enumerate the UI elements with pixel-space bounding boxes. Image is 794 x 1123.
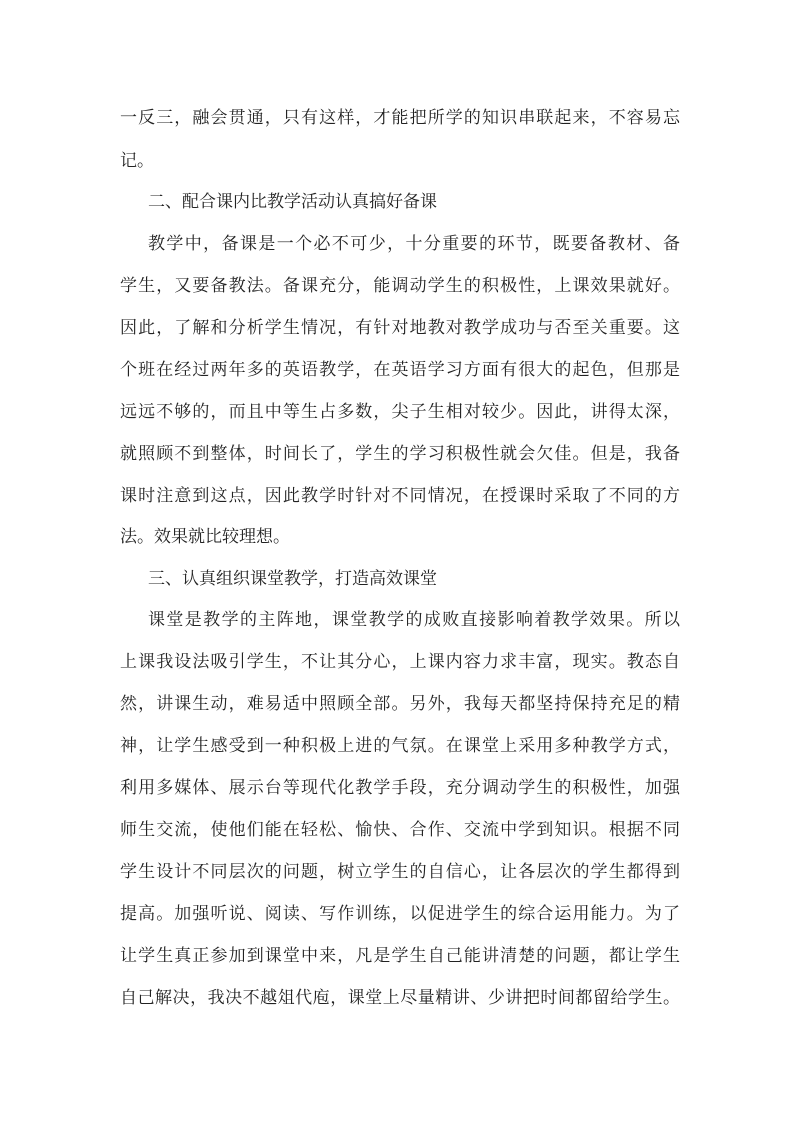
section-heading: 三、认真组织课堂教学，打造高效课堂: [148, 569, 437, 589]
text-line: 学生设计不同层次的问题，树立学生的自信心，让各层次的学生都得到: [120, 862, 680, 882]
text-line: 让学生真正参加到课堂中来，凡是学生自己能讲清楚的问题，都让学生: [120, 946, 680, 966]
section-heading: 二、配合课内比教学活动认真搞好备课: [148, 192, 437, 212]
text-line: 远远不够的，而且中等生占多数，尖子生相对较少。因此，讲得太深，: [120, 402, 680, 422]
text-line: 就照顾不到整体，时间长了，学生的学习积极性就会欠佳。但是，我备: [120, 444, 680, 464]
text-line: 师生交流，使他们能在轻松、愉快、合作、交流中学到知识。根据不同: [120, 820, 680, 840]
text-line: 教学中，备课是一个必不可少，十分重要的环节，既要备教材、备: [148, 234, 680, 254]
text-line: 因此，了解和分析学生情况，有针对地教对教学成功与否至关重要。这: [120, 318, 680, 338]
text-line: 上课我设法吸引学生，不让其分心，上课内容力求丰富，现实。教态自: [120, 652, 680, 672]
text-line: 记。: [120, 151, 154, 171]
text-line: 提高。加强听说、阅读、写作训练，以促进学生的综合运用能力。为了: [120, 904, 680, 924]
text-line: 一反三，融会贯通，只有这样，才能把所学的知识串联起来，不容易忘: [120, 108, 680, 128]
text-line: 然，讲课生动，难易适中照顾全部。另外，我每天都坚持保持充足的精: [120, 694, 680, 714]
text-line: 学生，又要备教法。备课充分，能调动学生的积极性，上课效果就好。: [120, 276, 680, 296]
text-line: 个班在经过两年多的英语教学，在英语学习方面有很大的起色，但那是: [120, 360, 680, 380]
text-line: 课时注意到这点，因此教学时针对不同情况，在授课时采取了不同的方: [120, 486, 680, 506]
text-line: 法。效果就比较理想。: [120, 527, 290, 547]
text-line: 利用多媒体、展示台等现代化教学手段，充分调动学生的积极性，加强: [120, 778, 680, 798]
text-line: 课堂是教学的主阵地，课堂教学的成败直接影响着教学效果。所以: [148, 610, 680, 630]
text-line: 神，让学生感受到一种积极上进的气氛。在课堂上采用多种教学方式，: [120, 736, 680, 756]
text-line: 自己解决，我决不越俎代庖，课堂上尽量精讲、少讲把时间都留给学生。: [120, 988, 680, 1008]
